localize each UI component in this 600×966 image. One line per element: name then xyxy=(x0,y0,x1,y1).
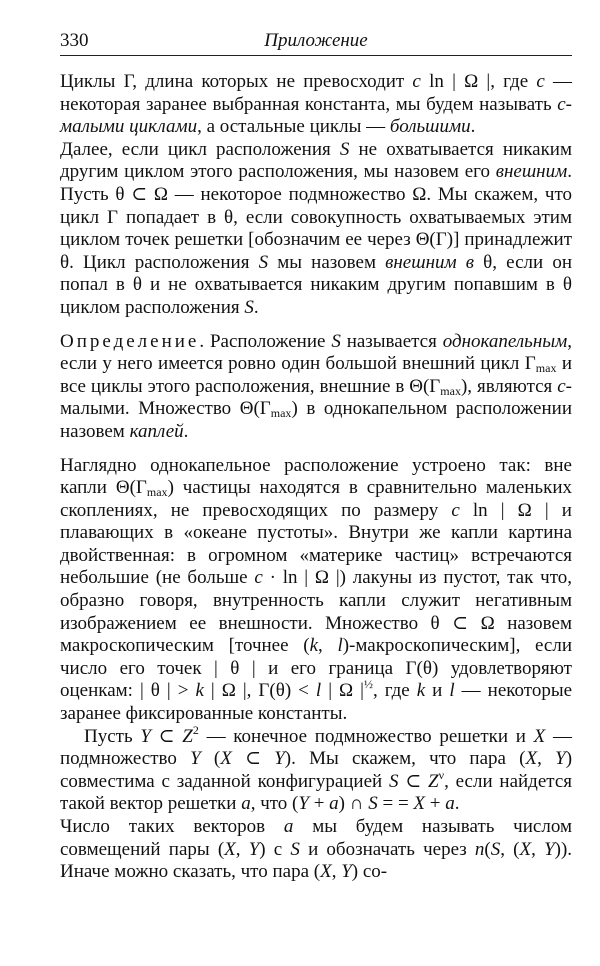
term-one-drop: однокапельным xyxy=(442,330,568,352)
paragraph-1: Циклы Γ, длина которых не превосходит c ln | Ω |, где c — некоторая заранее выбранная константа, мы будем называть с-малыми циклами, а остальные циклы — большими. xyxy=(60,71,573,138)
page-number: 330 xyxy=(60,30,89,51)
running-head: Приложение xyxy=(264,30,368,51)
term-drop: каплей xyxy=(129,420,184,442)
term-large-cycles: большими xyxy=(389,116,471,138)
header-rule xyxy=(60,55,572,56)
paragraph-gap xyxy=(60,320,572,331)
paragraph-6: Число таких векторов a мы будем называть числом совмещений пары (X, Y) с S и обозначать через n(S, (X, Y)). Иначе можно сказать, что пара (X, Y) со- xyxy=(60,816,573,883)
term-external-in: внешним в xyxy=(385,251,475,273)
definition-paragraph: Определение. Расположение S называется однокапельным, если у него имеется ровно один большой внешний цикл $\Gamma_{max}$ и все циклы этого расположения, внешние в $\Theta(\Gamma_{max})$, являются c-малыми. Множество $\Theta(\Gamma_{max})$ в однокапельном расположении назовем каплей. xyxy=(60,330,572,442)
paragraph-2: Далее, если цикл расположения S не охватывается никаким другим циклом этого расположения, мы назовем его внешним. Пусть θ ⊂ Ω — некоторое подмножество Ω. Мы скажем, что цикл Γ попадает в θ, если совокупность охватываемых этим циклом точек решетки [обозначим ее через Θ(Γ)] принадлежит θ. Цикл расположения S мы назовем внешним в θ, если он попал в θ и не охватывается никаким другим попавшим в θ циклом расположения S. xyxy=(60,138,573,318)
paragraph-4: Наглядно однокапельное расположение устроено так: вне капли $\Theta(\Gamma_{max})$ частицы находятся в сравнительно маленьких скоплениях, не превосходящих по размеру c ln | Ω | и плавающих в «океане пустоты». Внутри же капли картина двойственная: в огромном «материке частиц» встречаются небольшие (не больше c · ln | Ω |) лакуны из пустот, так что, образно говоря, внутренность капли служит негативным изображением ее внешности. Множество θ ⊂ Ω назовем макроскопическим [точнее (k, l)-макроскопическим], если число его точек | θ | и его граница Γ(θ) удовлетворяют оценкам: | θ | > k | Ω |, Γ(θ) < l | Ω $|^{\frac{1}{2}}$, где k и l — некоторые заранее фиксированные константы. xyxy=(60,454,573,725)
term-small-cycles: с-малыми циклами xyxy=(60,93,572,138)
page-header xyxy=(60,28,572,54)
paragraph-gap xyxy=(60,444,572,455)
paragraph-5: Пусть Y ⊂ $Z^2$ — конечное подмножество решетки и X — подмножество Y (X ⊂ Y). Мы скажем, что пара (X, Y) совместима с заданной конфигурацией S ⊂ $Z^\nu$, если найдется такой вектор решетки a, что (Y + a) ∩ S = = X + a. xyxy=(60,722,573,815)
page-body xyxy=(60,71,572,884)
term-external: внешним xyxy=(495,161,568,183)
definition-label: Определение xyxy=(60,330,200,352)
